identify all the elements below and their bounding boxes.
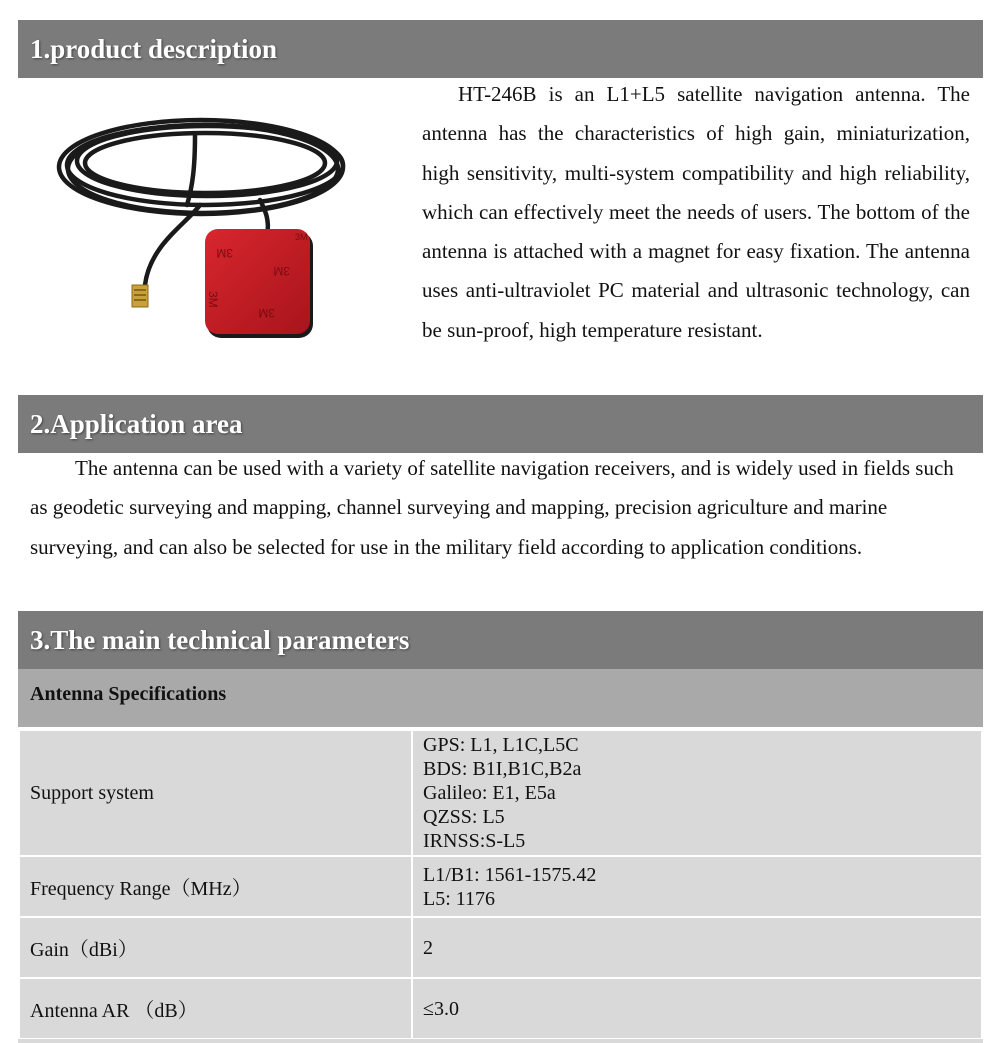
table-bottom-strip bbox=[18, 1039, 983, 1043]
sma-connector bbox=[132, 285, 148, 307]
spec-label: Support system bbox=[19, 730, 412, 856]
product-description-text bbox=[422, 75, 970, 350]
spec-value-line: ≤3.0 bbox=[423, 997, 459, 1020]
spec-value-line: L1/B1: 1561-1575.42 bbox=[423, 863, 597, 886]
table-row bbox=[19, 917, 982, 978]
adhesive-mark: 3M bbox=[295, 232, 308, 242]
adhesive-mark: 3M bbox=[273, 264, 290, 278]
description-paragraph: HT-246B is an L1+L5 satellite navigation antenna. The antenna has the characteristics of high gain, miniaturization, high sensitivity, multi-system compatibility and high reliability, which can effectively meet the needs of users. The bottom of the antenna is attached with a magnet for easy fixation. The antenna uses anti-ultraviolet PC material and ultrasonic technology, can be sun-proof, high temperature resistant. bbox=[422, 82, 970, 342]
section-heading-product-description: 1.product description bbox=[18, 20, 983, 78]
antenna-illustration bbox=[55, 105, 355, 365]
spec-value-line: IRNSS:S-L5 bbox=[423, 830, 526, 852]
table-row bbox=[19, 856, 982, 917]
application-paragraph: The antenna can be used with a variety of satellite navigation receivers, and is widely used in fields such as geodetic surveying and mapping, channel surveying and mapping, precision agriculture and marine surveying, and can also be selected for use in the military field according to application conditions. bbox=[30, 456, 954, 559]
spec-value-line: GPS: L1, L1C,L5C bbox=[423, 734, 579, 756]
table-row bbox=[19, 978, 982, 1039]
spec-value bbox=[412, 730, 982, 856]
section-heading-technical-parameters: 3.The main technical parameters bbox=[18, 611, 983, 669]
spec-value-line: BDS: B1I,B1C,B2a bbox=[423, 758, 582, 780]
spec-value bbox=[412, 917, 982, 978]
spec-value bbox=[412, 978, 982, 1039]
spec-value-line: L5: 1176 bbox=[423, 887, 496, 910]
spec-table bbox=[18, 729, 983, 1040]
application-area-text bbox=[30, 449, 965, 567]
spec-table-title: Antenna Specifications bbox=[18, 669, 983, 727]
spec-value-line: QZSS: L5 bbox=[423, 806, 505, 828]
table-row bbox=[19, 730, 982, 856]
spec-value bbox=[412, 856, 982, 917]
adhesive-mark: 3M bbox=[206, 291, 220, 308]
spec-label: Frequency Range（MHz） bbox=[19, 856, 412, 917]
spec-label: Gain（dBi） bbox=[19, 917, 412, 978]
spec-value-line: Galileo: E1, E5a bbox=[423, 782, 556, 804]
spec-label: Antenna AR （dB） bbox=[19, 978, 412, 1039]
antenna-puck bbox=[205, 229, 313, 338]
section-heading-application-area: 2.Application area bbox=[18, 395, 983, 453]
adhesive-mark: 3M bbox=[258, 306, 275, 320]
adhesive-mark: 3M bbox=[216, 246, 233, 260]
antenna-product-image bbox=[55, 105, 355, 365]
spec-value-line: 2 bbox=[423, 936, 433, 959]
